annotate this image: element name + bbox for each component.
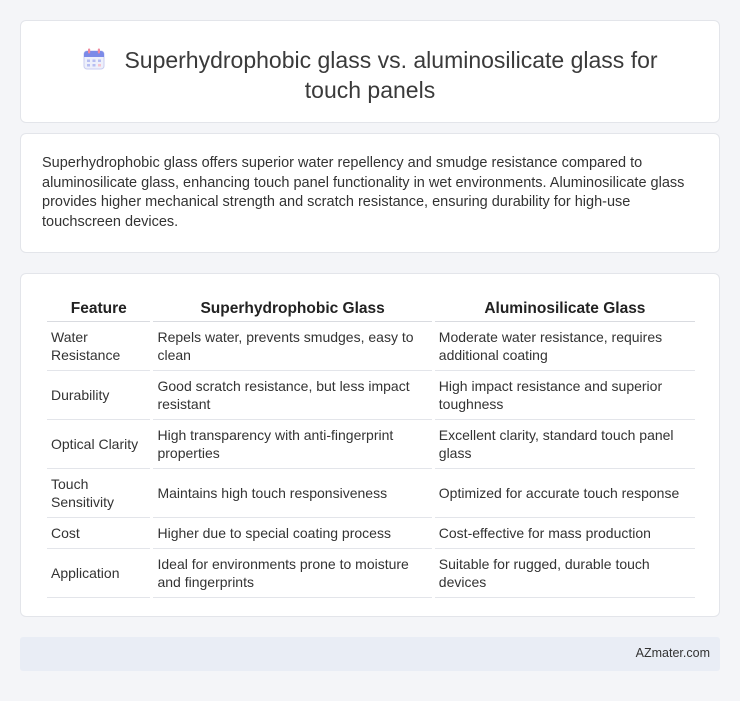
row-aluminosilicate: Moderate water resistance, requires additional coating: [435, 322, 695, 371]
page-title-text: Superhydrophobic glass vs. aluminosilicate glass for touch panels: [124, 47, 658, 103]
row-feature: Cost: [47, 518, 150, 549]
row-aluminosilicate: High impact resistance and superior toughness: [435, 371, 695, 420]
table-row: [47, 371, 695, 420]
comparison-table: [44, 296, 698, 598]
footer-brand: AZmater.com: [635, 646, 710, 660]
table-row: [47, 518, 695, 549]
row-superhydrophobic: High transparency with anti-fingerprint properties: [153, 420, 431, 469]
title-wrap: [61, 45, 679, 105]
summary-card: [20, 133, 720, 253]
table-row: [47, 469, 695, 518]
row-feature: Optical Clarity: [47, 420, 150, 469]
row-aluminosilicate: Cost-effective for mass production: [435, 518, 695, 549]
page-title: [61, 45, 679, 105]
summary-text: Superhydrophobic glass offers superior water repellency and smudge resistance compared to aluminosilicate glass, enhancing touch panel functionality in wet environments. Aluminosilicate glass provides higher mechanical strength and scratch resistance, ensuring durability for high-use touchscreen devices.: [42, 155, 685, 230]
footer-bar: [20, 637, 720, 671]
calendar-icon: [82, 47, 106, 71]
row-superhydrophobic: Repels water, prevents smudges, easy to clean: [153, 322, 431, 371]
table-row: [47, 420, 695, 469]
row-aluminosilicate: Optimized for accurate touch response: [435, 469, 695, 518]
row-feature: Water Resistance: [47, 322, 150, 371]
row-superhydrophobic: Ideal for environments prone to moisture and fingerprints: [153, 549, 431, 598]
row-superhydrophobic: Good scratch resistance, but less impact resistant: [153, 371, 431, 420]
row-superhydrophobic: Higher due to special coating process: [153, 518, 431, 549]
title-card: [20, 20, 720, 123]
comparison-card: [20, 273, 720, 617]
header-superhydrophobic: Superhydrophobic Glass: [153, 296, 431, 322]
row-superhydrophobic: Maintains high touch responsiveness: [153, 469, 431, 518]
header-aluminosilicate: Aluminosilicate Glass: [435, 296, 695, 322]
row-feature: Application: [47, 549, 150, 598]
table-row: [47, 322, 695, 371]
row-feature: Touch Sensitivity: [47, 469, 150, 518]
header-feature: Feature: [47, 296, 150, 322]
table-row: [47, 549, 695, 598]
row-aluminosilicate: Suitable for rugged, durable touch devices: [435, 549, 695, 598]
row-aluminosilicate: Excellent clarity, standard touch panel glass: [435, 420, 695, 469]
row-feature: Durability: [47, 371, 150, 420]
table-header-row: [47, 296, 695, 322]
